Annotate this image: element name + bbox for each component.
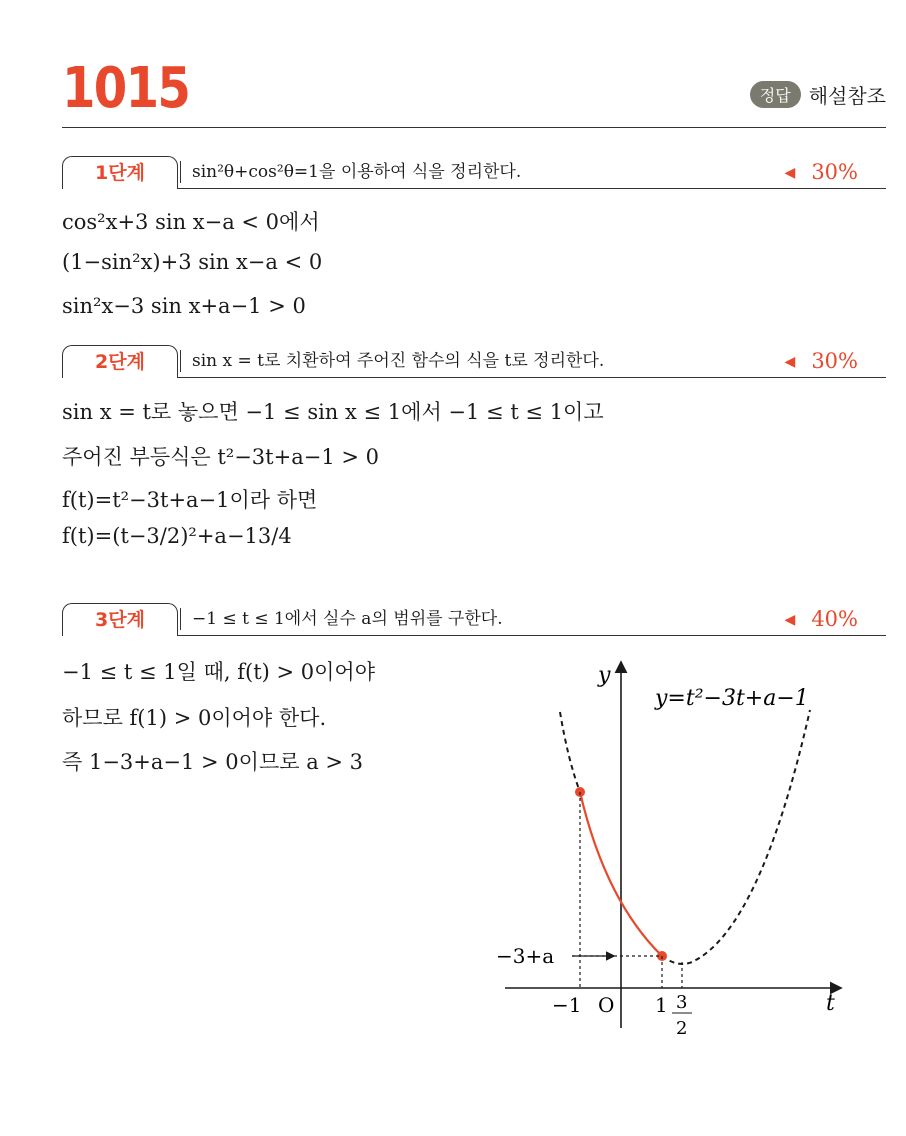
- step2-line-1: sin x = t로 놓으면 −1 ≤ sin x ≤ 1에서 −1 ≤ t ≤ 1이고: [62, 400, 604, 424]
- answer-reference: [750, 80, 886, 109]
- step3-line-2: 하므로 f(1) > 0이어야 한다.: [62, 706, 327, 730]
- step-1-header: [62, 145, 886, 189]
- step-1-label: 1단계: [62, 156, 178, 189]
- step-3-rule: [62, 635, 886, 636]
- t-axis-label: t: [826, 991, 835, 1016]
- level-label: −3+a: [496, 944, 555, 968]
- tick-vertex-numerator: 3: [676, 992, 688, 1013]
- step2-line-2: 주어진 부등식은 t²−3t+a−1 > 0: [62, 445, 379, 469]
- step-1-rule: [62, 188, 886, 189]
- step-2-label: 2단계: [62, 345, 178, 378]
- problem-number: 1015: [62, 56, 190, 121]
- header-rule: [62, 127, 886, 128]
- step-3-separator: [180, 608, 181, 630]
- step-1-percent: ◀ 30%: [785, 160, 858, 184]
- y-axis-label: y: [598, 663, 611, 688]
- step-1-separator: [180, 161, 181, 183]
- step-3-label: 3단계: [62, 603, 178, 636]
- step2-line-4: f(t)=(t−3/2)²+a−13/4: [62, 524, 292, 548]
- step-3-description: −1 ≤ t ≤ 1에서 실수 a의 범위를 구한다.: [192, 609, 503, 629]
- step1-line-1: cos²x+3 sin x−a < 0에서: [62, 210, 320, 234]
- origin-label: O: [598, 993, 615, 1017]
- tick-neg1-label: −1: [552, 993, 582, 1017]
- answer-badge: 정답: [750, 81, 801, 108]
- step-2-header: [62, 334, 886, 378]
- parabola-highlight-segment: [580, 792, 662, 956]
- step-3-percent: ◀ 40%: [785, 607, 858, 631]
- step-1-description: sin²θ+cos²θ=1을 이용하여 식을 정리한다.: [192, 162, 522, 182]
- curve-label: y=t²−3t+a−1: [655, 686, 809, 711]
- tick-vertex-denominator: 2: [676, 1018, 688, 1039]
- step1-line-2: (1−sin²x)+3 sin x−a < 0: [62, 250, 323, 274]
- step3-line-1: −1 ≤ t ≤ 1일 때, f(t) > 0이어야: [62, 660, 376, 684]
- step2-line-3: f(t)=t²−3t+a−1이라 하면: [62, 488, 318, 512]
- parabola-dashed-left: [560, 712, 580, 792]
- point-t-1: [657, 951, 667, 961]
- step-3-header: [62, 592, 886, 636]
- parabola-dashed-right: [662, 710, 810, 964]
- step1-line-3: sin²x−3 sin x+a−1 > 0: [62, 294, 306, 318]
- step-2-rule: [62, 377, 886, 378]
- step-2-description: sin x = t로 치환하여 주어진 함수의 식을 t로 정리한다.: [192, 351, 605, 371]
- step3-line-3: 즉 1−3+a−1 > 0이므로 a > 3: [62, 750, 364, 774]
- step-2-separator: [180, 350, 181, 372]
- tick-1-label: 1: [655, 993, 668, 1017]
- point-t-neg1: [575, 787, 585, 797]
- answer-reference-text: 해설참조: [808, 84, 886, 108]
- step-2-percent: ◀ 30%: [785, 349, 858, 373]
